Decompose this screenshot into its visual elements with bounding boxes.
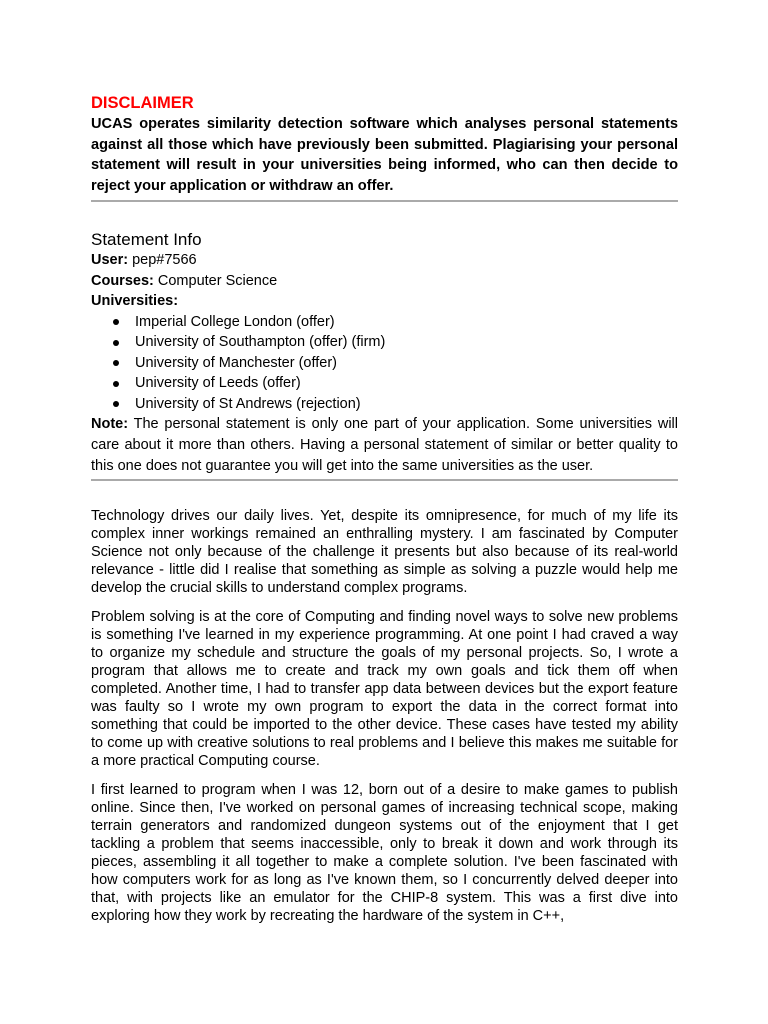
universities-list (91, 312, 678, 415)
essay-paragraph: Technology drives our daily lives. Yet, despite its omnipresence, for much of my life its complex inner workings remained an enthralling mystery. I am fascinated by Computer Science not only because of the challenge it presents but also because of its real-world relevance - little did I realise that something as simple as solving a puzzle would help me develop the crucial skills to understand complex programs. (91, 508, 678, 596)
bullet-icon (113, 340, 119, 346)
list-item (91, 394, 678, 415)
essay-paragraph: I first learned to program when I was 12, born out of a desire to make games to publish online. Since then, I've worked on personal games of increasing technical scope, making terrain generators and randomized dungeon systems out of the enjoyment that I get tackling a problem that seems inaccessible, only to break it down and work through its pieces, assembling it all together to make a complete solution. I've been fascinated with how computers work for as long as I've known them, so I concurrently delved deeper into that, with projects like an emulator for the CHIP-8 system. This was a first dive into exploring how they work by recreating the hardware of the system in C++, (91, 782, 678, 924)
bullet-icon (113, 401, 119, 407)
user-line (91, 250, 678, 271)
disclaimer-text: UCAS operates similarity detection software which analyses personal statements against all those which have previously been submitted. Plagiarising your personal statement will result in your universities being informed, who can then decide to reject your application or withdraw an offer. (91, 116, 678, 194)
universities-label: Universities: (91, 293, 179, 309)
courses-value: Computer Science (157, 272, 278, 289)
note (91, 414, 678, 477)
essay-paragraph: Problem solving is at the core of Computing and finding novel ways to solve new problems is something I've learned in my experience programming. At one point I had craved a way to organize my schedule and structure the goals of my personal projects. So, I wrote a program that allows me to create and track my own goals and tick them off when completed. Another time, I had to transfer app data between devices but the export feature was faulty so I wrote my own program to export the data in the correct format into something that could be imported to the other device. These cases have tested my ability to come up with creative solutions to real problems and I believe this makes me suitable for a more practical Computing course. (91, 609, 678, 769)
user-value: pep#7566 (132, 252, 197, 268)
note-text: The personal statement is only one part of your application. Some universities will care about it more than others. Having a personal statement of similar or better quality to this one does not guarantee you will get into the same universities as the user. (91, 416, 678, 474)
divider (91, 479, 678, 481)
document-content (91, 93, 678, 936)
bullet-icon (113, 360, 119, 366)
courses-label: Courses: (91, 272, 154, 289)
bullet-icon (113, 319, 119, 325)
university-name: University of Manchester (offer) (135, 354, 337, 371)
statement-info-title: Statement Info (91, 230, 202, 249)
divider (91, 200, 678, 202)
list-item (91, 312, 678, 333)
personal-statement-body (91, 507, 678, 925)
university-name: University of Leeds (offer) (135, 375, 301, 391)
user-label: User: (91, 252, 129, 268)
courses-line (91, 271, 678, 292)
note-label: Note: (91, 416, 129, 432)
list-item (91, 373, 678, 394)
list-item (91, 332, 678, 353)
university-name: University of St Andrews (rejection) (135, 395, 361, 412)
university-name: University of Southampton (offer) (firm) (135, 334, 386, 350)
bullet-icon (113, 381, 119, 387)
universities-line (91, 291, 678, 312)
disclaimer-title: DISCLAIMER (91, 94, 194, 112)
list-item (91, 353, 678, 374)
university-name: Imperial College London (offer) (135, 313, 335, 330)
